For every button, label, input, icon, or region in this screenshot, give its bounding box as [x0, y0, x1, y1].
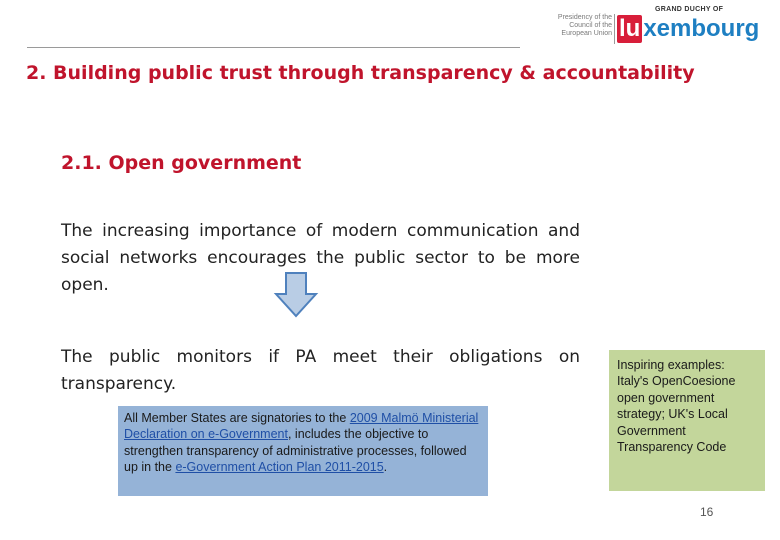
- grand-duchy-caption: GRAND DUCHY OF: [655, 6, 724, 13]
- header-divider: [27, 47, 520, 48]
- logo-separator: [614, 14, 615, 44]
- bluebox-text-2: , includes the objective to strengthen transparency of administrative processes, followed up in the: [124, 427, 467, 475]
- down-arrow-icon: [273, 272, 319, 318]
- presidency-caption: Presidency of the Council of the European Union: [557, 14, 612, 37]
- inspiring-examples-box: Inspiring examples: Italy's OpenCoesione open government strategy; UK's Local Government Transparency Code: [609, 350, 765, 491]
- egov-action-plan-link[interactable]: e-Government Action Plan 2011-2015: [175, 460, 384, 475]
- logo-lu: lu: [619, 15, 641, 42]
- paragraph-communication: The increasing importance of modern communication and social networks encourages the public sector to be more open.: [61, 221, 580, 295]
- slide-subtitle: 2.1. Open government: [61, 152, 302, 174]
- malmo-declaration-link[interactable]: 2009 Malmö Ministerial Declaration on e-Government: [124, 411, 479, 442]
- logo-xembourg: xembourg: [643, 15, 760, 42]
- bluebox-text-3: .: [383, 460, 388, 475]
- paragraph-transparency: The public monitors if PA meet their obligations on transparency.: [61, 347, 580, 394]
- malmo-declaration-box: [118, 406, 488, 496]
- page-number: 16: [700, 505, 714, 519]
- luxembourg-logo: [617, 14, 759, 44]
- bluebox-text-1: All Member States are signatories to the: [124, 411, 350, 425]
- slide-title: 2. Building public trust through transparency & accountability: [26, 62, 695, 84]
